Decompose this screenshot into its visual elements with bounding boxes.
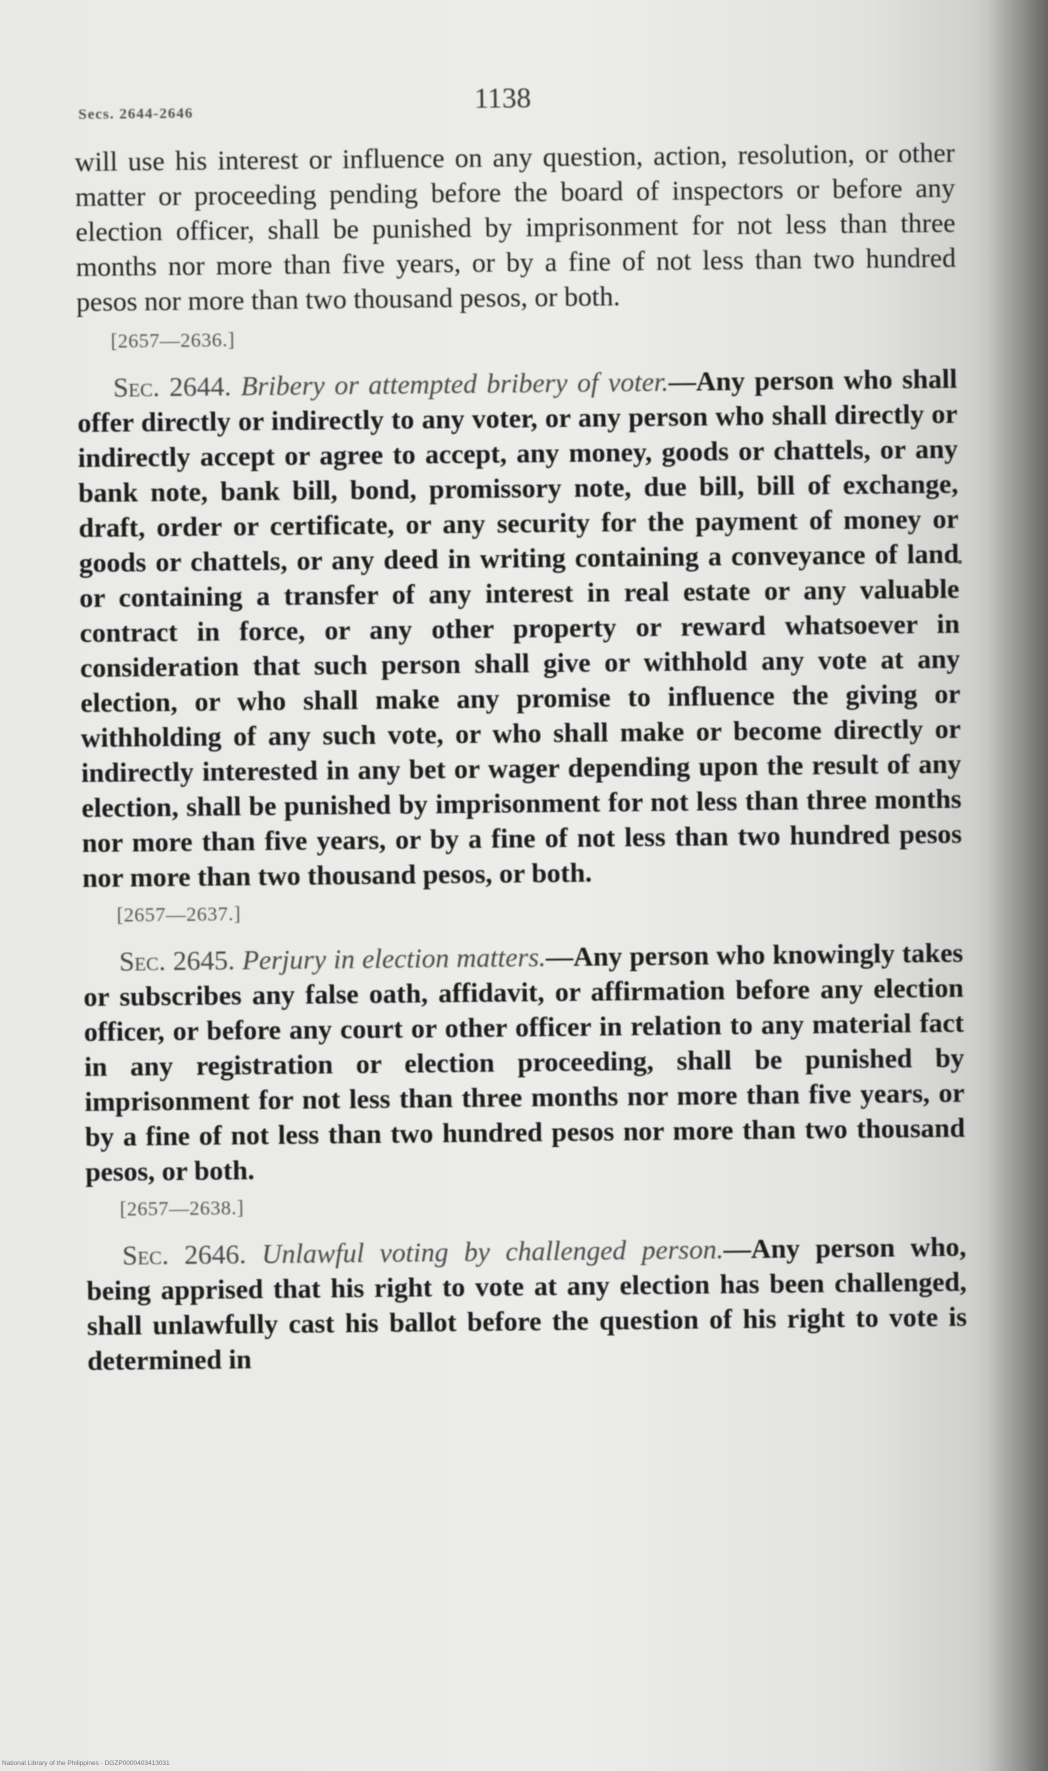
section-title: Unlawful voting by challenged person. <box>261 1233 724 1270</box>
section-2644 <box>77 361 962 895</box>
section-body: —Any person who, being apprised that his right to vote at any election has been challenged, shall unlawfully cast his ballot before the question of his right to vote is determined in <box>86 1230 968 1376</box>
section-body: —Any person who shall offer directly or indirectly to any voter, or any person who shall directly or indirectly accept or agree to accept, any money, goods or chattels, or any bank note, bank bill, bond, promissory note, due bill, bill of exchange, draft, order or certificate, or any security for the payment of money or goods or chattels, or any deed in writing containing a conveyance of land or containing a transfer of any interest in real estate or any valuable contract in force, or any other property or reward whatsoever in consideration that such person shall give or withhold any vote at any election, or who shall make any promise to influence the giving or withholding of any such vote, or who shall make or become directly or indirectly interested in any bet or wager depending upon the result of any election, shall be punished by imprisonment for not less than three months nor more than five years, or by a fine of not less than two hundred pesos nor more than two thousand pesos, or both. <box>77 362 963 893</box>
section-label: Sec. 2644. <box>113 370 232 403</box>
citation-2646: [2657—2638.] <box>119 1197 245 1221</box>
running-head-sections: Secs. 2644-2646 <box>78 105 194 123</box>
page-number: 1138 <box>474 82 532 115</box>
library-credit: National Library of the Philippines · DGZP0000403413031 <box>2 1760 170 1767</box>
section-2646 <box>86 1229 967 1378</box>
continued-paragraph: will use his interest or influence on any question, action, resolution, or other matter or proceeding pending before the board of inspectors or before any election officer, shall be punished by imprisonment for not less than three months nor more than five years, or by a fine of not less than two hundred pesos nor more than two thousand pesos, or both. <box>74 136 957 317</box>
citation-2645: [2657—2637.] <box>116 903 242 927</box>
running-head <box>74 75 954 130</box>
section-label: Sec. 2645. <box>119 944 235 977</box>
section-2645 <box>83 935 966 1189</box>
citation-2644: [2657—2636.] <box>110 329 236 353</box>
section-body: —Any person who knowingly takes or subscribes any false oath, affidavit, or affirmation before any election officer, or before any court or other officer in relation to any material fact in any registration or election proceeding, shall be punished by imprisonment for not less than three months nor more than five years, or by a fine of not less than two hundred pesos nor more than two thousand pesos, or both. <box>83 936 966 1187</box>
binding-shadow <box>988 0 1048 1771</box>
section-label: Sec. 2646. <box>122 1238 247 1271</box>
section-title: Perjury in election matters. <box>241 941 546 976</box>
page-text-block <box>74 75 968 1378</box>
section-title: Bribery or attempted bribery of voter. <box>240 365 669 402</box>
